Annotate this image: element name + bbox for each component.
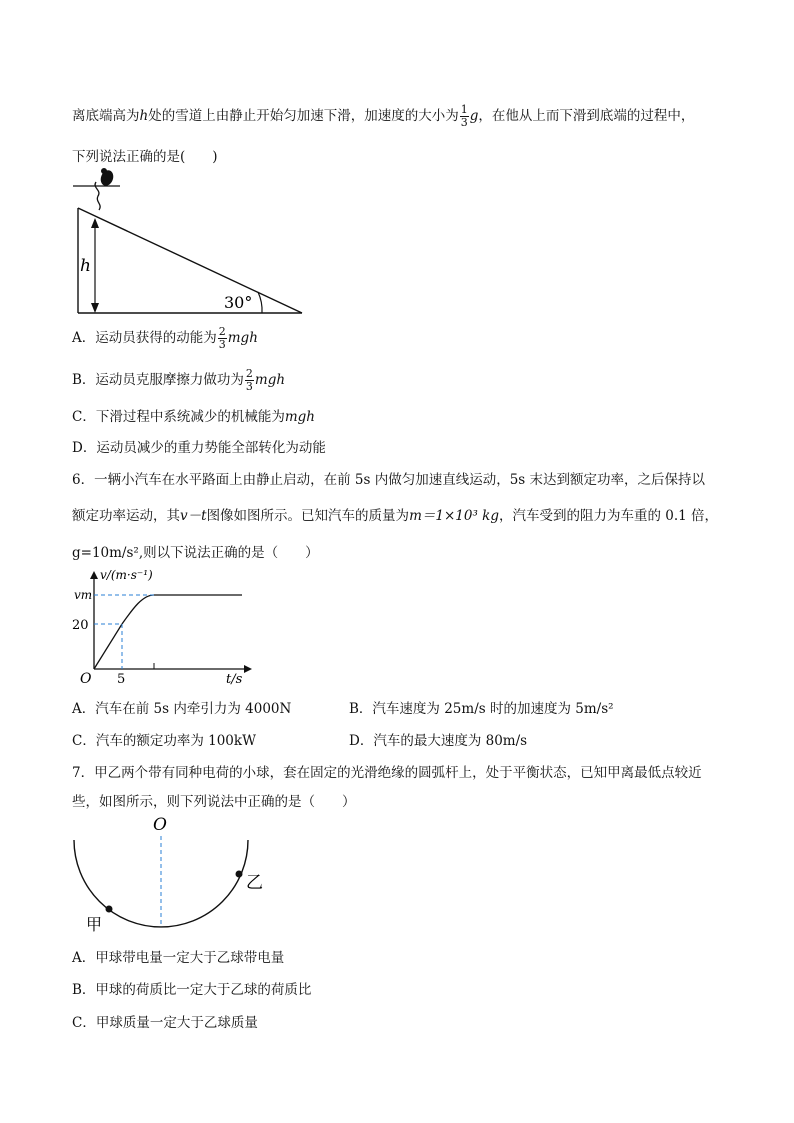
q6-xlabel: t/s [226,672,243,687]
q5-var-h: h [139,108,149,124]
q6-vt: v－t [180,508,207,524]
q5-text-b: 处的雪道上由静止开始匀加速下滑，加速度的大小为 [148,108,459,124]
q6-line-2 [72,504,718,524]
q6-text-b: 图像如图所示。已知汽车的质量为 [206,508,410,524]
frac-den: 3 [218,338,226,351]
frac-den: 3 [245,380,253,393]
q5-option-c [72,405,315,425]
q5-option-d: D．运动员减少的重力势能全部转化为动能 [72,440,326,456]
q7-jia-label: 甲 [86,915,103,934]
frac-den: 3 [460,116,468,129]
q6-origin-label: O [80,671,92,687]
q6-option-d: D．汽车的最大速度为 80m/s [349,733,528,749]
q6-y20-label: 20 [72,618,89,633]
q5-text-a: 离底端高为 [72,108,140,124]
q6-vt-graph [70,565,260,690]
opt-b-fraction [245,368,254,393]
q5-text-c: ，在他从上而下滑到底端的过程中， [478,108,695,124]
q5-incline-figure [70,168,310,318]
q6-vm-label: vm [74,588,93,602]
q7-line-2: 些，如图所示，则下列说法中正确的是（ ） [72,794,356,810]
opt-c-var: mgh [284,409,315,425]
q7-line-1: 7．甲乙两个带有同种电荷的小球，套在固定的光滑绝缘的圆弧杆上，处于平衡状态，已知甲离最低点较近 [72,765,702,781]
q7-arc-figure [60,812,280,932]
q7-o-label: O [153,815,167,835]
frac-num: 2 [218,325,226,338]
q6-x5-label: 5 [117,672,126,687]
q5-var-g: g [469,108,479,124]
q5-option-b [72,368,285,393]
q6-option-b: B．汽车速度为 25m/s 时的加速度为 5m/s² [349,701,614,717]
q6-ylabel: v/(m·s⁻¹) [100,568,153,582]
q5-option-a [72,326,258,351]
opt-a-var: mgh [227,330,258,346]
opt-a-fraction [218,326,227,351]
q5-fraction [460,104,469,129]
q5-line-2: 下列说法正确的是( ) [72,149,218,165]
frac-num: 2 [245,367,253,380]
opt-b-var: mgh [254,372,286,388]
q6-text-a: 额定功率运动，其 [72,508,180,524]
opt-a-text: A．运动员获得的动能为 [72,330,217,346]
opt-c-text: C．下滑过程中系统减少的机械能为 [72,409,285,425]
q5-angle-label: 30° [224,293,253,312]
q6-option-a: A．汽车在前 5s 内牵引力为 4000N [72,701,292,717]
q7-yi-label: 乙 [246,873,263,893]
q5-line-1 [72,104,694,129]
q6-text-c: ，汽车受到的阻力为车重的 0.1 倍， [498,508,719,524]
q5-h-label: h [80,256,91,276]
q6-line-3: g=10m/s²,则以下说法正确的是（ ） [72,545,319,561]
q7-option-c: C．甲球质量一定大于乙球质量 [72,1015,258,1031]
q7-option-a: A．甲球带电量一定大于乙球带电量 [72,950,285,966]
q6-line-1: 6．一辆小汽车在水平路面上由静止启动，在前 5s 内做匀加速直线运动，5s 末达到额定功率，之后保持以 [72,472,705,488]
q6-mass: m＝1×10³ kg [409,508,499,524]
q6-option-c: C．汽车的额定功率为 100kW [72,733,256,749]
frac-num: 1 [460,103,468,116]
q7-option-b: B．甲球的荷质比一定大于乙球的荷质比 [72,982,312,998]
opt-b-text: B．运动员克服摩擦力做功为 [72,372,244,388]
